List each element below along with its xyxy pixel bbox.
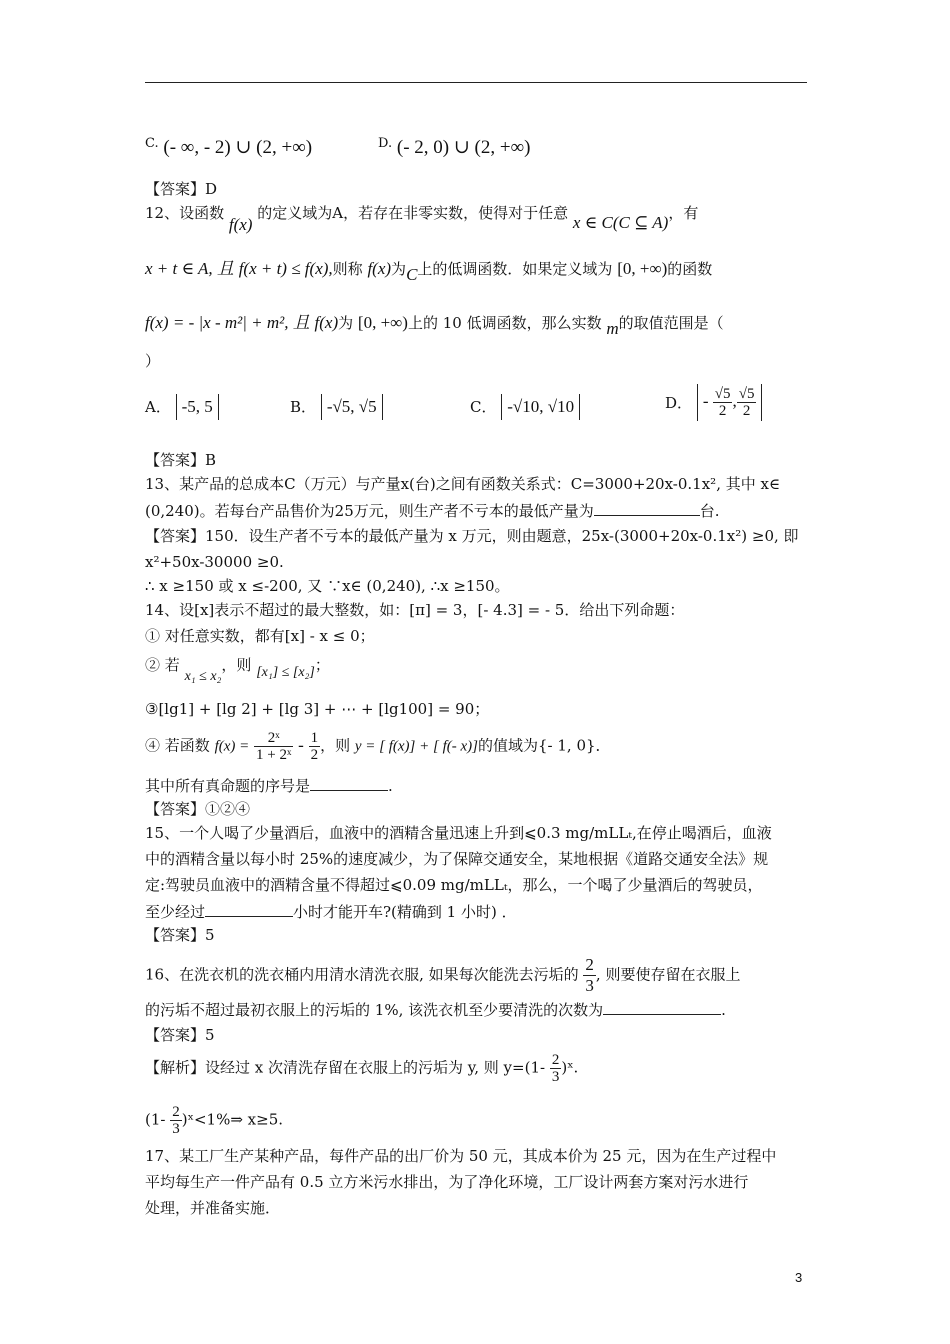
q17-line-3: 处理，并准备实施． — [145, 1199, 281, 1217]
q17-line-2: 平均每生产一件产品有 0.5 立方米污水排出，为了净化环境，工厂设计两套方案对污水进行 — [145, 1173, 749, 1191]
q11-option-d: D. (- 2, 0) ∪ (2, +∞) — [378, 136, 531, 158]
q14-answer: 【答案】①②④ — [145, 800, 251, 818]
q12-line-3: f(x) = - |x - m²| + m², 且 f(x)为 [0, +∞)上的 10 低调函数，那么实数 m的取值范围是（ — [145, 313, 724, 338]
q13-line-3: 【答案】150．设生产者不亏本的最低产量为 x 万元，则由题意，25x-(3000+20x-0.1x²) ≥0, 即 — [145, 527, 799, 545]
q12-option-a: A． -5, 5 — [145, 394, 219, 420]
q15-line-2: 中的酒精含量以每小时 25%的速度减少，为了保障交通安全，某地根据《道路交通安全法》规 — [145, 850, 769, 868]
q16-inequality: (1- $\frac{2}{3}$ )ˣ<1%⇒ x≥5. — [145, 1104, 283, 1137]
q15-line-1: 15、一个人喝了少量酒后，血液中的酒精含量迅速上升到⩽0.3 mg/mLLₜ,在停止喝酒后，血液 — [145, 824, 772, 842]
q15-answer: 【答案】5 — [145, 926, 215, 944]
q15-line-4: 至少经过 小时才能开车?(精确到 1 小时) ． — [145, 900, 517, 923]
q12-option-c: C． -√10, √10 — [470, 394, 580, 420]
q14-prop-1: ① 对任意实数，都有[x] - x ≤ 0； — [145, 627, 375, 645]
q11-option-c: C. (- ∞, - 2) ∪ (2, +∞) — [145, 136, 313, 158]
page-number: 3 — [795, 1270, 803, 1285]
q16-line-1: 16、在洗衣机的洗衣桶内用清水清洗衣服, 如果每次能洗去污垢的 $\frac{2}{3}$ , 则要使存留在衣服上 — [145, 955, 741, 995]
q16-answer: 【答案】5 — [145, 1026, 215, 1044]
q14-prop-3: ③[lg1] + [lg 2] + [lg 3] + ⋯ + [lg100] = 90； — [145, 700, 490, 718]
q14-prop-4: ④ 若函数 f(x) = $\frac{\text{2ˣ}}{\text{1 + 2ˣ}}$ - $\frac{1}{2}$ ，则 y = [ f(x)] + [ f(- x)]的值域为{- 1, 0}． — [145, 730, 611, 763]
q12-option-d: D． - $\frac{√5}{2}$ , $\frac{√5}{2}$ — [665, 384, 762, 421]
q13-line-2: (0,240)。若每台产品售价为25万元，则生产者不亏本的最低产量为 台. — [145, 499, 720, 522]
q14-prop-2: ② 若 x₁ ≤ x₂，则 [x₁] ≤ [x₂]； — [145, 656, 330, 684]
q13-line-4: x²+50x-30000 ≥0. — [145, 553, 284, 571]
q15-line-3: 定:驾驶员血液中的酒精含量不得超过⩽0.09 mg/mLLₜ，那么，一个喝了少量酒后的驾驶员， — [145, 876, 763, 894]
header-rule — [145, 82, 807, 83]
q12-line-1: 12、设函数 f(x) 的定义域为A，若存在非零实数，使得对于任意 x ∈ C(C ⊆ A)，有 — [145, 204, 699, 234]
q17-line-1: 17、某工厂生产某种产品，每件产品的出厂价为 50 元，其成本价为 25 元，因为在生产过程中 — [145, 1147, 777, 1165]
q13-line-5: ∴ x ≥150 或 x ≤-200, 又 ∵x∈ (0,240), ∴x ≥150。 — [145, 577, 510, 595]
q16-solution: 【解析】设经过 x 次清洗存留在衣服上的污垢为 y, 则 y=(1- $\frac{2}{3}$ )ˣ. — [145, 1052, 579, 1085]
q12-line-4: ） — [145, 352, 161, 370]
q14-line-1: 14、设[x]表示不超过的最大整数，如：[π] = 3，[- 4.3] = - 5．给出下列命题： — [145, 601, 685, 619]
q12-option-b: B． -√5, √5 — [290, 394, 383, 420]
q14-question: 其中所有真命题的序号是 . — [145, 774, 393, 797]
q12-line-2: x + t ∈ A, 且 f(x + t) ≤ f(x),则称 f(x)为C上的低调函数．如果定义域为 [0, +∞)的函数 — [145, 259, 713, 284]
q16-line-2: 的污垢不超过最初衣服上的污垢的 1%, 该洗衣机至少要清洗的次数为 . — [145, 998, 726, 1021]
q11-answer: 【答案】D — [145, 180, 218, 198]
q13-line-1: 13、某产品的总成本C（万元）与产量x(台)之间有函数关系式：C=3000+20x-0.1x², 其中 x∈ — [145, 475, 781, 493]
q12-answer: 【答案】B — [145, 451, 217, 469]
